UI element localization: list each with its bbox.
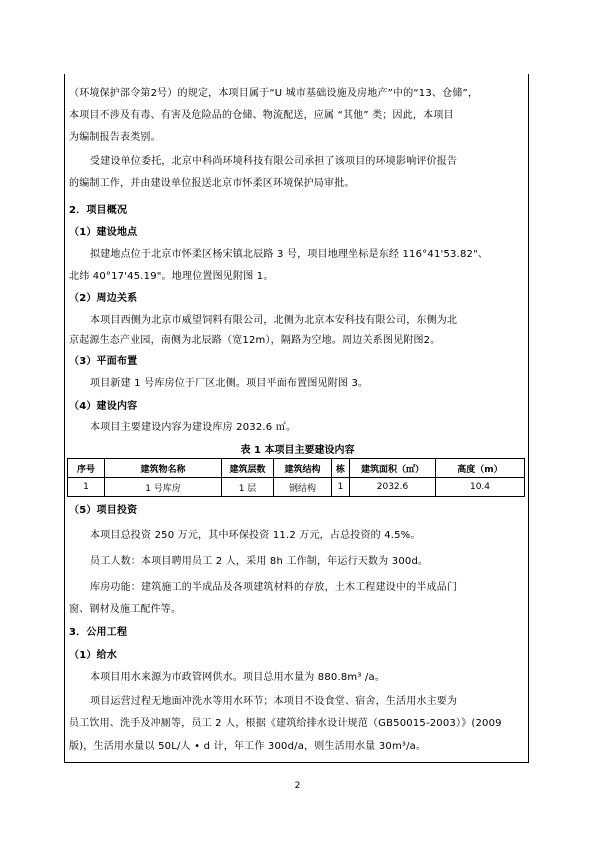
table-cell: 1 [68,478,105,497]
text-line: 窗、钢材及施工配件等。 [69,604,182,615]
table-header: 建筑物名称 [105,459,222,478]
section-heading: 3．公用工程 [69,627,128,638]
table-cell: 10.4 [436,478,525,497]
table-caption: 表 1 本项目主要建设内容 [240,445,355,456]
text-line: 北纬 40°17'45.19"。地理位置图见附图 1。 [69,271,274,282]
text-line: 京起源生态产业园，南侧为北辰路（宽12m），隔路为空地。周边关系图见附图2。 [69,335,441,346]
table-header-row [68,459,525,478]
page-number: 2 [294,781,301,791]
subsection-heading: （5）项目投资 [69,505,138,516]
subsection-heading: （4）建设内容 [69,401,138,412]
table-cell: 2032.6 [350,478,436,497]
text-line: 本项目总投资 250 万元，其中环保投资 11.2 万元，占总投资的 4.5%。 [90,530,421,541]
construction-table [67,458,525,497]
text-line: 项目运营过程无地面冲洗水等用水环节；本项目不设食堂、宿舍，生活用水主要为 [90,696,458,707]
table-cell: 1 [332,478,350,497]
text-line: 员工饮用、洗手及冲厕等，员工 2 人，根据《建筑给排水设计规范（GB50015-2003）》(2009 [69,718,502,729]
text-line: 为编制报告表类别。 [69,132,161,143]
table-header: 建筑结构 [274,459,332,478]
subsection-heading: （1）给水 [69,650,117,661]
table-row [68,478,525,497]
text-line: 本项目不涉及有毒、有害及危险品的仓储、物流配送，应属 “其他” 类；因此，本项目 [69,110,454,121]
table-header: 建筑面积（㎡） [350,459,436,478]
table-cell: 钢结构 [274,478,332,497]
text-line: 拟建地点位于北京市怀柔区杨宋镇北辰路 3 号，项目地理坐标是东经 116°41'53.82"、 [90,249,489,260]
subsection-heading: （1）建设地点 [69,227,138,238]
text-line: 的编制工作，并由建设单位报送北京市怀柔区环境保护局审批。 [69,178,355,189]
text-line: 员工人数：本项目聘用员工 2 人，采用 8h 工作制，年运行天数为 300d。 [90,556,429,567]
table-header: 栋 [332,459,350,478]
text-line: 本项目西侧为北京市威望饲料有限公司，北侧为北京本安科技有限公司，东侧为北 [90,315,458,326]
text-line: 本项目主要建设内容为建设库房 2032.6 ㎡。 [90,422,297,433]
subsection-heading: （3）平面布置 [69,356,138,367]
section-heading: 2．项目概况 [69,205,128,216]
table-cell: 1 层 [222,478,274,497]
text-line: 受建设单位委托，北京中科尚环境科技有限公司承担了该项目的环境影响评价报告 [90,156,458,167]
table-header: 高度（m） [436,459,525,478]
subsection-heading: （2）周边关系 [69,293,138,304]
table-cell: 1 号库房 [105,478,222,497]
text-line: （环境保护部令第2号）的规定，本项目属于“U 城市基础设施及房地产”中的“13、仓储”， [69,88,479,99]
text-line: 版)，生活用水量以 50L/人 • d 计，年工作 300d/a，则生活用水量 30m³/a。 [69,741,427,752]
text-line: 本项目用水来源为市政管网供水。项目总用水量为 880.8m³ /a。 [90,672,386,683]
table-header: 建筑层数 [222,459,274,478]
table-header: 序号 [68,459,105,478]
text-line: 库房功能：建筑施工的半成品及各项建筑材料的存放，土木工程建设中的半成品门 [90,582,458,593]
text-line: 项目新建 1 号库房位于厂区北侧。项目平面布置图见附图 3。 [90,378,369,389]
